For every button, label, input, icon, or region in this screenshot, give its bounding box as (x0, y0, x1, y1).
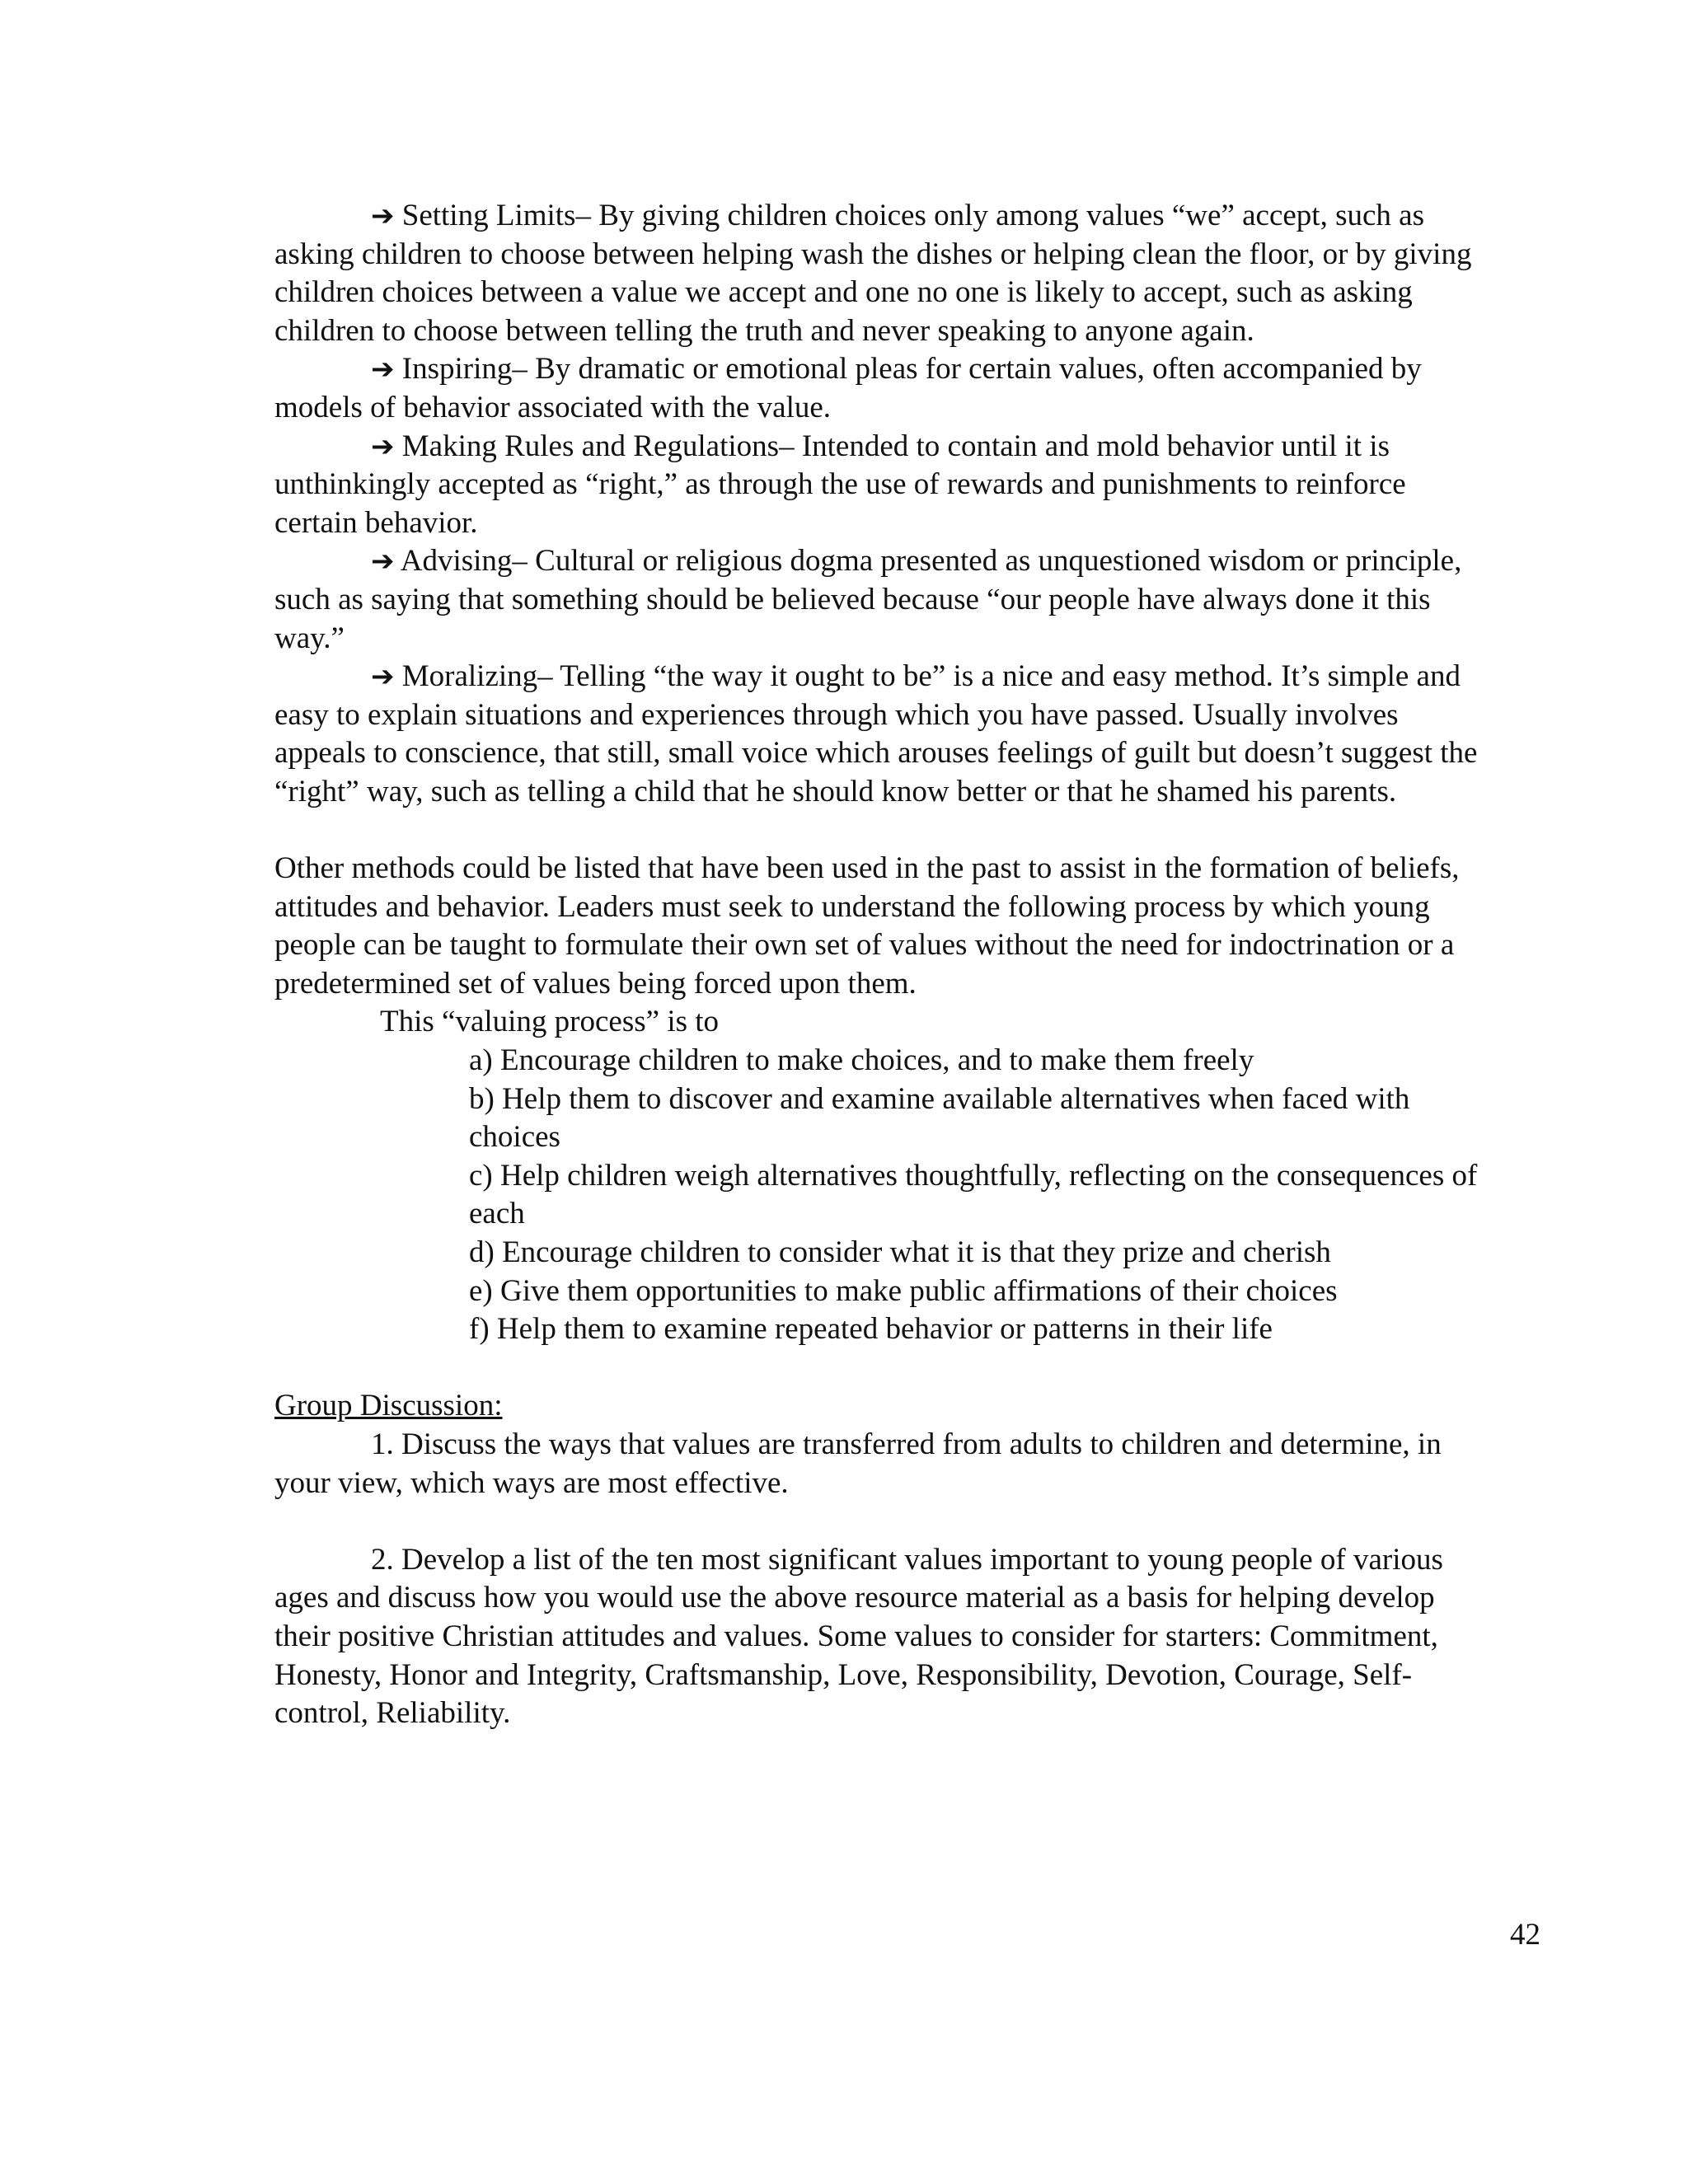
method-description: – By giving children choices only among values “we” accept, such as asking children to choose between helping wash the dishes or helping clean the floor, or by giving children choices between a value we accept and one no one is likely to accept, such as asking children to choose between telling the truth and never speaking to anyone again. (274, 199, 1472, 348)
method-name: Making Rules and Regulations (401, 429, 780, 463)
method-advising (274, 542, 1478, 658)
group-discussion-heading (274, 1387, 1478, 1426)
method-inspiring (274, 350, 1478, 427)
right-arrow-icon: ➔ (371, 660, 395, 694)
valuing-step: b) Help them to discover and examine available alternatives when faced with choices (469, 1081, 1410, 1155)
method-moralizing (274, 658, 1478, 811)
valuing-step: d) Encourage children to consider what it is that they prize and cherish (469, 1235, 1331, 1270)
method-description: – Intended to contain and mold behavior until it is unthinkingly accepted as “right,” as through the use of rewards and punishments to reinforce certain behavior. (274, 429, 1406, 540)
method-description: – Cultural or religious dogma presented as unquestioned wisdom or principle, such as saying that something should be believed because “our people have always done it this way.” (274, 544, 1462, 655)
method-setting-limits (274, 197, 1478, 350)
spacer (274, 1349, 1478, 1388)
group-discussion-heading-text: Group Discussion: (274, 1389, 503, 1423)
method-name: Setting Limits (401, 199, 576, 232)
right-arrow-icon: ➔ (371, 353, 395, 387)
right-arrow-icon: ➔ (371, 545, 395, 579)
valuing-step: c) Help children weigh alternatives thoughtfully, reflecting on the consequences of each (469, 1158, 1478, 1231)
spacer (274, 1502, 1478, 1541)
method-name: Advising (400, 544, 513, 579)
page-content (274, 197, 1478, 1733)
method-name: Inspiring (401, 352, 513, 387)
method-making-rules (274, 428, 1478, 543)
valuing-step: f) Help them to examine repeated behavior or patterns in their life (469, 1312, 1273, 1347)
method-description: – Telling “the way it ought to be” is a nice and easy method. It’s simple and easy to explain situations and experiences through which you have passed. Usually involves appeals to conscience, that still, small voice which arouses feelings of guilt but doesn’t suggest the “right” way, such as telling a child that he should know better or that he shamed his parents. (274, 659, 1478, 808)
methods-list (274, 197, 1478, 812)
right-arrow-icon: ➔ (371, 199, 395, 232)
method-name: Moralizing (401, 659, 538, 694)
method-description: – By dramatic or emotional pleas for certain values, often accompanied by models of behavior associated with the value. (274, 352, 1422, 424)
discussion-item-1: 1. Discuss the ways that values are transferred from adults to children and determine, in your view, which ways are most effective. (274, 1427, 1442, 1500)
valuing-process-steps (274, 1042, 1478, 1349)
valuing-step: a) Encourage children to make choices, and to make them freely (469, 1043, 1254, 1078)
page-number: 42 (1510, 1918, 1540, 1952)
spacer (274, 812, 1478, 851)
other-methods-paragraph: Other methods could be listed that have been used in the past to assist in the formation of beliefs, attitudes and behavior. Leaders must seek to understand the following process by which young people can be taught to formulate their own set of values without the need for indoctrination or a predetermined set of values being forced upon them. (274, 851, 1460, 1001)
discussion-item-2: 2. Develop a list of the ten most significant values important to young people of various ages and discuss how you would use the above resource material as a basis for helping develop their positive Christian attitudes and values. Some values to consider for starters: Commitment, Honesty, Honor and Integrity, Craftsmanship, Love, Responsibility, Devotion, Courage, Self-control, Reliability. (274, 1542, 1443, 1731)
valuing-process-intro: This “valuing process” is to (380, 1005, 720, 1039)
valuing-step: e) Give them opportunities to make public affirmations of their choices (469, 1273, 1338, 1308)
right-arrow-icon: ➔ (371, 429, 395, 463)
